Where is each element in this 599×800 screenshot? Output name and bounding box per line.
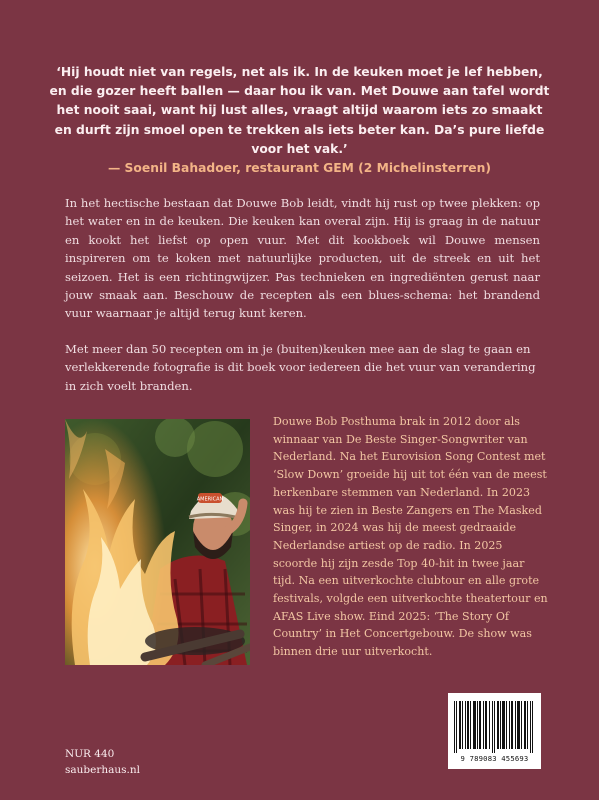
quote-attribution: — Soenil Bahadoer, restaurant GEM (2 Michelinsterren)	[107, 161, 491, 176]
author-photo	[65, 419, 250, 665]
back-cover-quote	[46, 63, 553, 178]
colophon	[65, 746, 140, 778]
quote-text: ‘Hij houdt niet van regels, net als ik. In de keuken moet je lef hebben, en die gozer heeft ballen — daar hou ik van. Met Douwe aan tafel wordt het nooit saai, want hij lust alles, vraagt altijd waarom iets zo smaakt en durft zijn smoel open te trekken als iets beter kan. Da’s pure liefde voor het vak.’	[49, 65, 550, 156]
nur-code: NUR 440	[65, 748, 115, 760]
isbn-number: 9 789083 455693	[460, 754, 529, 763]
cap-logo-text: AMERICAN	[196, 496, 224, 503]
barcode-bars	[454, 701, 535, 753]
description-paragraph-2: Met meer dan 50 recepten om in je (buiten)keuken mee aan de slag te gaan en verlekkerende fotografie is dit boek voor iedereen die het vuur van verandering in zich voelt branden.	[65, 342, 536, 393]
isbn-barcode	[448, 693, 541, 769]
publisher-website: sauberhaus.nl	[65, 764, 140, 776]
description-paragraph-1: In het hectische bestaan dat Douwe Bob leidt, vindt hij rust op twee plekken: op het water en in de keuken. Die keuken kan overal zijn. Hij is graag in de natuur en kookt het liefst op open vuur. Met dit kookboek wil Douwe mensen inspireren om te koken met natuurlijke producten, uit de streek en uit het seizoen. Het is een richtingwijzer. Pas technieken en ingrediënten gerust naar jouw smaak aan. Beschouw de recepten als een blues-schema: het brandend vuur waarnaar je altijd terug kunt keren.	[65, 196, 540, 321]
author-bio: Douwe Bob Posthuma brak in 2012 door als winnaar van De Beste Singer-Songwriter van Nederland. Na het Eurovision Song Contest met ‘Slow Down’ groeide hij uit tot één van de meest herkenbare stemmen van Nederland. In 2023 was hij te zien in Beste Zangers en The Masked Singer, in 2024 was hij de meest gedraaide Nederlandse artiest op de radio. In 2025 scoorde hij zijn zesde Top 40-hit in twee jaar tijd. Na een uitverkochte clubtour en alle grote festivals, volgde een uitverkochte theatertour en AFAS Live show. Eind 2025: ‘The Story Of Country’ in Het Concertgebouw. De show was binnen drie uur uitverkocht.	[273, 415, 548, 659]
